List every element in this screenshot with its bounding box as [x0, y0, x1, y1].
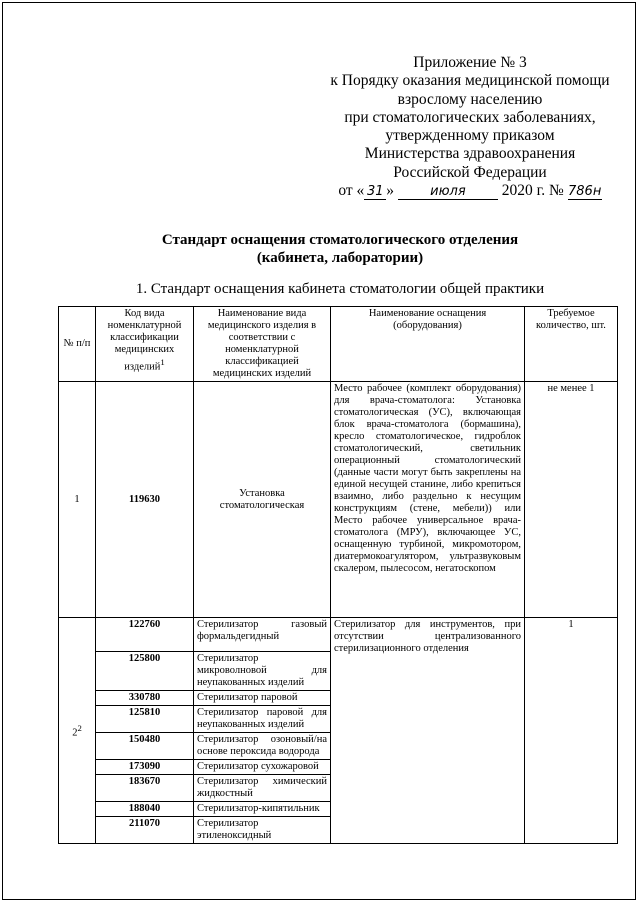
date-month: июля	[398, 185, 498, 200]
row-qty: 1	[525, 618, 618, 844]
header-equipment: Наименование оснащения (оборудования)	[331, 307, 525, 382]
row-device: Стерилизатор химический жидкостный	[194, 775, 331, 802]
row-device: Стерилизатор паровой для неупакованных изделий	[194, 706, 331, 733]
row-code: 122760	[96, 618, 194, 652]
order-number: 786н	[568, 184, 602, 200]
equipment-table	[58, 306, 618, 844]
row-device: Стерилизатор-кипятильник	[194, 802, 331, 817]
row-code: 173090	[96, 760, 194, 775]
row-equipment: Стерилизатор для инструментов, при отсутствии централизованного стерилизационного отделения	[331, 618, 525, 844]
row-code: 188040	[96, 802, 194, 817]
appendix-line: к Порядку оказания медицинской помощи	[330, 72, 610, 90]
document-title-line2: (кабинета, лаборатории)	[256, 250, 424, 266]
order-date-line	[330, 182, 610, 200]
appendix-block	[330, 54, 610, 200]
row-device: Стерилизатор микроволновой для неупакованных изделий	[194, 652, 331, 691]
appendix-line: Приложение № 3	[413, 54, 527, 71]
row-code: 330780	[96, 691, 194, 706]
appendix-line: при стоматологических заболеваниях,	[344, 108, 596, 126]
footnote-mark: 2	[77, 722, 82, 733]
row-code: 119630	[96, 382, 194, 618]
row-code: 150480	[96, 733, 194, 760]
row-num: 1	[59, 382, 96, 618]
header-qty: Требуемое количество, шт.	[525, 307, 618, 382]
date-day: 31	[364, 185, 386, 200]
header-code-text: Код вида номенклатурной классификации медицинских изделий	[107, 308, 182, 373]
section-heading: 1. Стандарт оснащения кабинета стоматологии общей практики	[135, 281, 545, 297]
row-num-text: 2	[72, 727, 78, 739]
appendix-line: утвержденному приказом	[385, 127, 555, 145]
row-equipment: Место рабочее (комплект оборудования) для врача-стоматолога: Установка стоматологическая (УС), включающая блок врача-стоматолога (бормашина), кресло стоматологическое, гидроблок стоматологический, светильник операционный стоматологический (данные части могут быть закреплены на единой несущей станине, либо крепиться взаимно, либо раздельно к несущим конструкциям (стене, мебели)) или Место рабочее универсальное врача-стоматолога (МРУ), включающее УС, оснащенную турбиной, микромотором, диатермокоагулятором, ультразвуковым скалером, пылесосом, негатоскопом	[331, 382, 525, 618]
row-code: 125800	[96, 652, 194, 691]
appendix-line: Министерства здравоохранения	[364, 145, 576, 163]
header-device: Наименование вида медицинского изделия в соответствии с номенклатурной классификацией медицинских изделий	[194, 307, 331, 382]
header-code	[96, 307, 194, 382]
row-device: Стерилизатор озоновый/на основе пероксида водорода	[194, 733, 331, 760]
document-title: Стандарт оснащения стоматологического отделения	[161, 232, 519, 248]
row-qty: не менее 1	[525, 382, 618, 618]
footnote-mark: 1	[160, 357, 165, 367]
row-num	[59, 618, 96, 844]
date-mid: »	[386, 182, 395, 200]
table-row	[59, 618, 618, 652]
table-row	[59, 382, 618, 618]
appendix-line: Российской Федерации	[393, 163, 547, 181]
row-code: 125810	[96, 706, 194, 733]
row-code: 183670	[96, 775, 194, 802]
date-prefix: от «	[338, 182, 365, 200]
table-header-row	[59, 307, 618, 382]
row-device: Стерилизатор газовый формальдегидный	[194, 618, 331, 652]
date-year: 2020 г. №	[501, 182, 564, 200]
row-device: Стерилизатор сухожаровой	[194, 760, 331, 775]
row-device: Стерилизатор этиленоксидный	[194, 817, 331, 844]
row-device: Стерилизатор паровой	[194, 691, 331, 706]
row-device: Установка стоматологическая	[194, 382, 331, 618]
row-code: 211070	[96, 817, 194, 844]
header-num: № п/п	[59, 307, 96, 382]
appendix-line: взрослому населению	[397, 90, 543, 108]
